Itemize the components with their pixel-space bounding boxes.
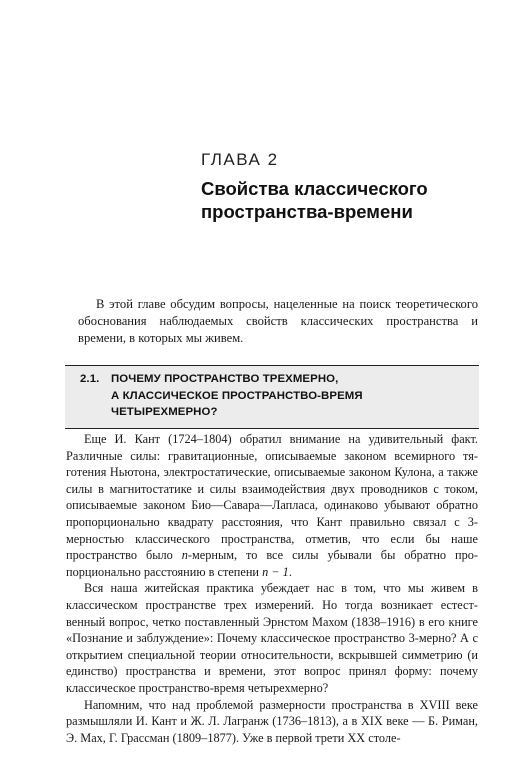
section-title-line-2: А КЛАССИЧЕСКОЕ ПРОСТРАНСТВО-ВРЕМЯ [111,390,363,402]
section-title-line-3: ЧЕТЫРЕХМЕРНО? [111,406,218,418]
variable-n: n [181,548,188,563]
chapter-title-line-1: Свойства классического [201,178,428,199]
body-paragraph-1-end: . [288,564,292,579]
chapter-title-line-2: пространства-времени [201,201,413,222]
body-paragraph-3: Напомним, что над проблемой размерности пространства в XVIII веке размышляли И. Кант и Ж. Л. Лагранж (1736–1813), а в XIX веке — Б. Риман, Э. Мах, Г. Грассман (1809–1877). Уже в первой трети XX столе- [66,697,478,745]
body-paragraph-1 [66,431,478,580]
chapter-intro [78,296,478,348]
body-paragraph-1-mid: -мерным, то все силы убывали бы обратно пропорционально расстоянию в степени [66,548,478,579]
body-paragraph-1-text: Еще И. Кант (1724–1804) обратил внимание на удивительный факт. Различные силы: гравитационные, описываемые законом всемирного тяготения Ньютона, электростатические, описываемые законом Кулона, а также силы в магнитостатике и силы взаимодействия двух проводников с током, описываемые законом Био—Савара—Лапласа, одинаково убывают обратно пропорционально квадрату расстояния, что Кант правильно связал с 3-мерностью классического пространства, отметив, что если бы наше пространство было [66,432,478,563]
section-title-line-1: ПОЧЕМУ ПРОСТРАНСТВО ТРЕХМЕРНО, [111,373,339,385]
intro-paragraph: В этой главе обсудим вопросы, нацеленные на поиск теоретического обоснования наблюдаемых свойств классических пространства и времени, в которых мы живем. [78,297,478,346]
chapter-title [201,177,491,223]
body-paragraph-2: Вся наша житейская практика убеждает нас в том, что мы живем в классическом пространстве трех измерений. Но тогда возникает естественный вопрос, четко поставленный Эрнстом Махом (1838–1916) в его книге «Познание и заблуждение»: Почему классическое пространство 3-мерно? А с открытием специальной теории относительности, вскрывшей симметрию (и единство) пространства и времени, этот вопрос принял форму: почему классическое пространство-время четырехмерно? [66,581,478,695]
section-body [66,431,478,746]
chapter-label: ГЛАВА 2 [201,150,279,169]
formula-n-minus-1: n − 1 [262,564,289,579]
section-number: 2.1. [80,373,100,385]
